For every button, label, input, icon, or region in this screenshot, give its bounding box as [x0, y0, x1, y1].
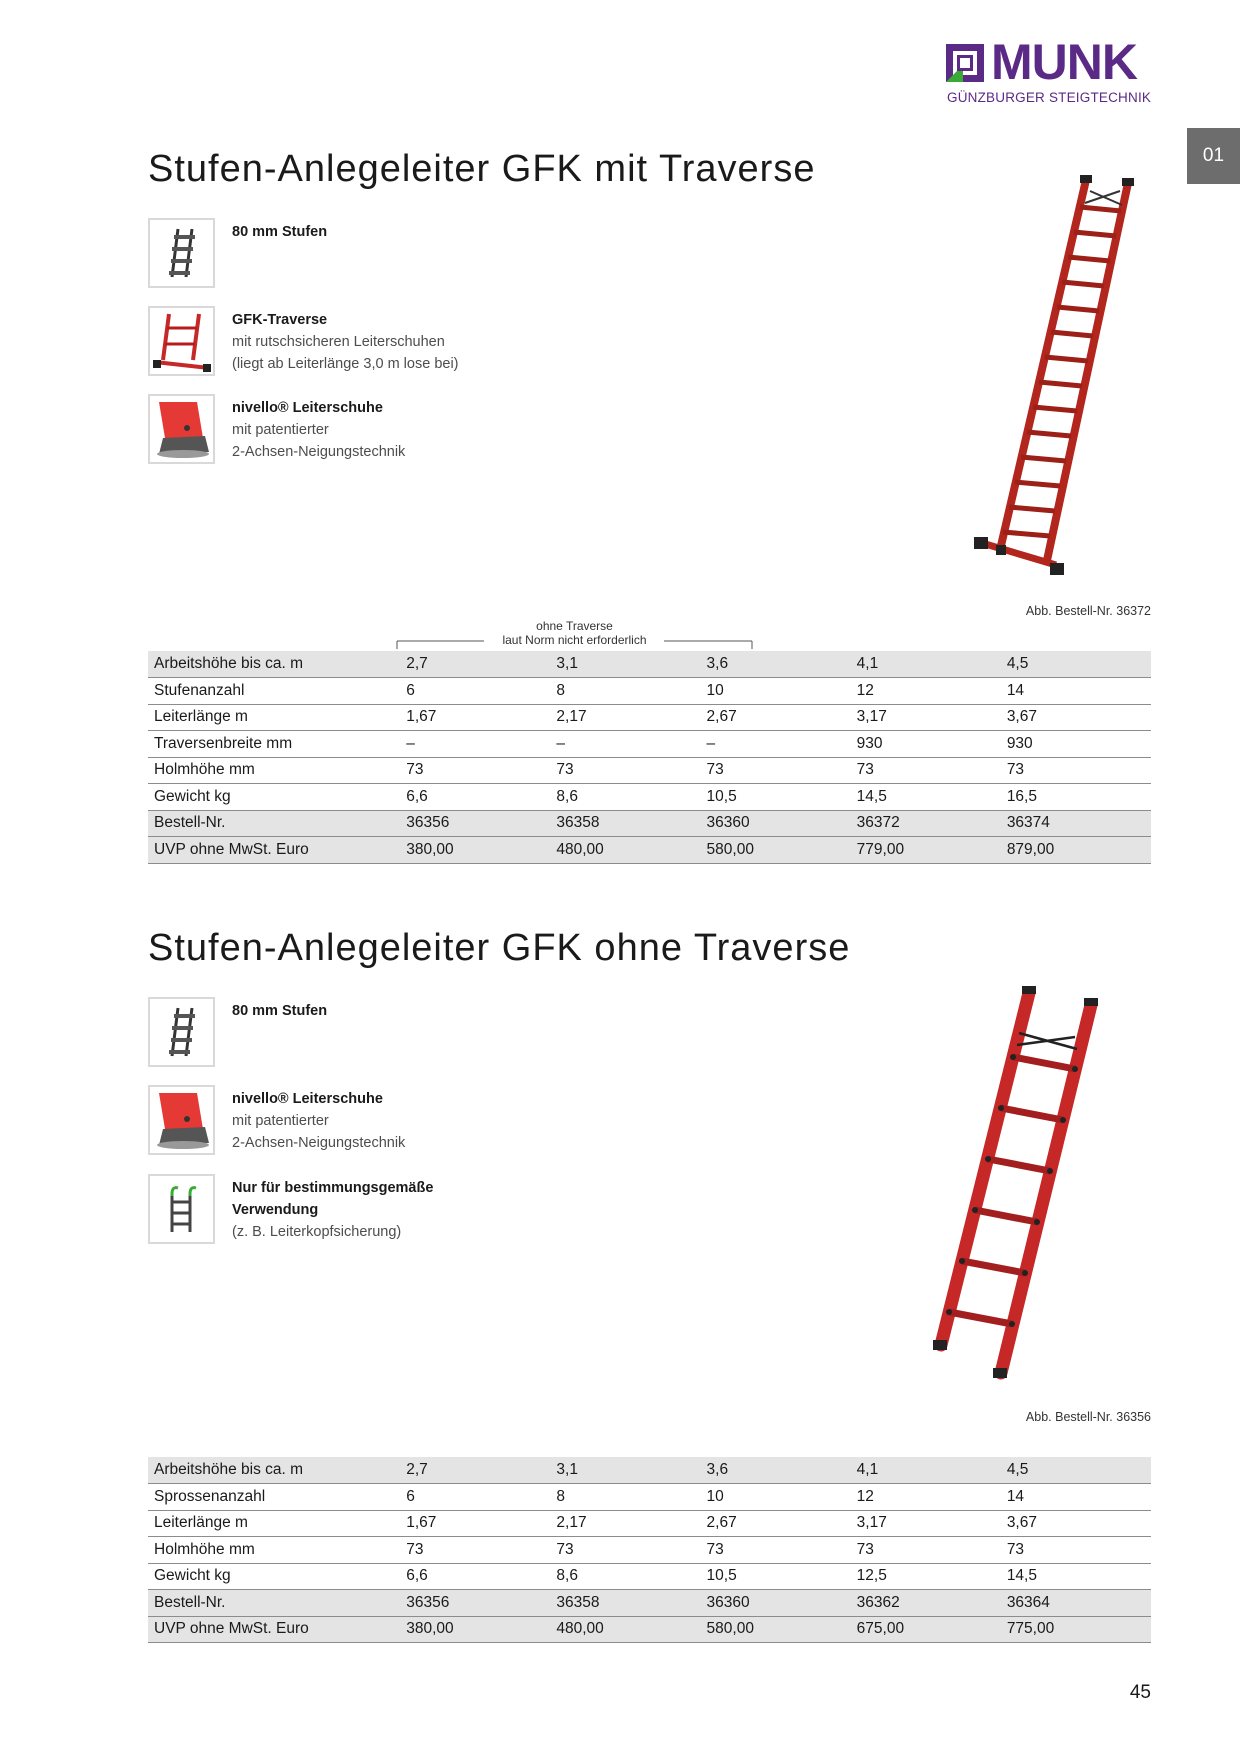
table-cell: 3,67: [1001, 704, 1151, 731]
table-cell: 2,7: [400, 1457, 550, 1484]
norm-note-line1: ohne Traverse: [536, 619, 613, 633]
table-row: [148, 704, 1151, 731]
table-row: [148, 757, 1151, 784]
table-cell: 10,5: [701, 1563, 851, 1590]
table-row: [148, 837, 1151, 864]
table-row-label: Stufenanzahl: [148, 678, 400, 705]
table-cell: 36374: [1001, 810, 1151, 837]
table-cell: 8: [550, 1484, 700, 1511]
feature-title: nivello® Leiterschuhe: [232, 1091, 383, 1107]
table-cell: 73: [550, 1537, 700, 1564]
table-cell: 73: [701, 1537, 851, 1564]
table-row-label: UVP ohne MwSt. Euro: [148, 1616, 400, 1643]
table-cell: 36360: [701, 1590, 851, 1617]
table-cell: 36356: [400, 810, 550, 837]
table-cell: 8,6: [550, 1563, 700, 1590]
brand-tagline: GÜNZBURGER STEIGTECHNIK: [947, 90, 1152, 105]
table-cell: 6: [400, 678, 550, 705]
table-cell: 36372: [851, 810, 1001, 837]
norm-note-line2: laut Norm nicht erforderlich: [502, 633, 647, 647]
table-cell: 14: [1001, 1484, 1151, 1511]
table-cell: 480,00: [550, 1616, 700, 1643]
table-row: [148, 1457, 1151, 1484]
feature-title-line2: Verwendung: [232, 1202, 319, 1218]
table-row-label: Leiterlänge m: [148, 1510, 400, 1537]
table-cell: 10: [701, 678, 851, 705]
table-cell: 1,67: [400, 1510, 550, 1537]
feature-title: Nur für bestimmungsgemäße: [232, 1180, 434, 1196]
table-row-label: Gewicht kg: [148, 784, 400, 811]
table-cell: 4,1: [851, 651, 1001, 678]
table-cell: 36358: [550, 810, 700, 837]
feature-line: 2-Achsen-Neigungstechnik: [232, 1135, 406, 1151]
table-cell: 2,7: [400, 651, 550, 678]
table-cell: 8: [550, 678, 700, 705]
table-row-label: Sprossenanzahl: [148, 1484, 400, 1511]
feature-bestimmungsgemaesse-verwendung: [148, 1174, 708, 1244]
table-cell: –: [550, 731, 700, 758]
table-cell: 580,00: [701, 837, 851, 864]
feature-gfk-traverse: [148, 306, 708, 376]
table-cell: 3,6: [701, 1457, 851, 1484]
feature-80mm-stufen: [148, 997, 708, 1067]
feature-nivello-leiterschuhe: [148, 394, 708, 464]
table-cell: 10,5: [701, 784, 851, 811]
chapter-tab[interactable]: 01: [1187, 128, 1240, 184]
traverse-icon: [148, 306, 215, 376]
table-cell: 12: [851, 1484, 1001, 1511]
table-row: [148, 1537, 1151, 1564]
table-cell: 36356: [400, 1590, 550, 1617]
table-row-label: Holmhöhe mm: [148, 1537, 400, 1564]
table-row-label: Bestell-Nr.: [148, 810, 400, 837]
feature-title: 80 mm Stufen: [232, 224, 328, 240]
feature-line: (liegt ab Leiterlänge 3,0 m lose bei): [232, 356, 459, 372]
table-cell: 73: [550, 757, 700, 784]
feature-line: mit patentierter: [232, 1113, 329, 1129]
norm-note: [396, 619, 753, 649]
ladder-with-traverse-image: [970, 175, 1140, 585]
table-cell: 73: [400, 757, 550, 784]
table-cell: 36362: [851, 1590, 1001, 1617]
brand-name: MUNK: [991, 34, 1137, 90]
table-cell: 675,00: [851, 1616, 1001, 1643]
table-cell: 580,00: [701, 1616, 851, 1643]
table-cell: 3,6: [701, 651, 851, 678]
table-cell: 3,1: [550, 1457, 700, 1484]
feature-80mm-stufen: [148, 218, 708, 288]
table-cell: 73: [851, 1537, 1001, 1564]
feature-nivello-leiterschuhe: [148, 1085, 708, 1155]
table-row: [148, 1590, 1151, 1617]
table-row-label: UVP ohne MwSt. Euro: [148, 837, 400, 864]
table-row: [148, 1484, 1151, 1511]
table-cell: 6,6: [400, 784, 550, 811]
table-cell: 380,00: [400, 1616, 550, 1643]
table-row: [148, 1616, 1151, 1643]
table-cell: 10: [701, 1484, 851, 1511]
ladder-hook-icon: [148, 1174, 215, 1244]
table-row: [148, 784, 1151, 811]
brand-logo: [946, 34, 1154, 108]
table-cell: 36358: [550, 1590, 700, 1617]
feature-line: 2-Achsen-Neigungstechnik: [232, 444, 406, 460]
table-cell: 73: [1001, 757, 1151, 784]
image-caption: Abb. Bestell-Nr. 36356: [1025, 1410, 1151, 1424]
table-cell: 2,67: [701, 1510, 851, 1537]
table-cell: 14,5: [851, 784, 1001, 811]
image-caption: Abb. Bestell-Nr. 36372: [1025, 604, 1151, 618]
feature-line: mit rutschsicheren Leiterschuhen: [232, 334, 445, 350]
table-row: [148, 1510, 1151, 1537]
table-cell: 4,5: [1001, 651, 1151, 678]
page-number: 45: [1129, 1682, 1151, 1703]
spec-table-ohne-traverse: [148, 1457, 1151, 1643]
table-cell: 73: [400, 1537, 550, 1564]
spec-table-mit-traverse: [148, 651, 1151, 864]
ladder-without-traverse-image: [925, 985, 1105, 1380]
table-cell: 36360: [701, 810, 851, 837]
table-cell: 16,5: [1001, 784, 1151, 811]
table-cell: 36364: [1001, 1590, 1151, 1617]
table-cell: 480,00: [550, 837, 700, 864]
table-row: [148, 651, 1151, 678]
table-cell: 879,00: [1001, 837, 1151, 864]
feature-title: GFK-Traverse: [232, 312, 328, 328]
step-ladder-icon: [148, 218, 215, 288]
table-cell: 1,67: [400, 704, 550, 731]
feature-line: mit patentierter: [232, 422, 329, 438]
table-cell: 2,17: [550, 704, 700, 731]
table-row-label: Gewicht kg: [148, 1563, 400, 1590]
table-cell: 380,00: [400, 837, 550, 864]
table-cell: 775,00: [1001, 1616, 1151, 1643]
ladder-shoe-icon: [148, 394, 215, 464]
table-row: [148, 1563, 1151, 1590]
table-cell: 8,6: [550, 784, 700, 811]
table-row: [148, 810, 1151, 837]
feature-title: 80 mm Stufen: [232, 1003, 328, 1019]
table-cell: 73: [1001, 1537, 1151, 1564]
table-cell: 3,17: [851, 1510, 1001, 1537]
table-cell: 3,1: [550, 651, 700, 678]
table-row-label: Arbeitshöhe bis ca. m: [148, 651, 400, 678]
table-row: [148, 731, 1151, 758]
table-cell: 12: [851, 678, 1001, 705]
ladder-shoe-icon: [148, 1085, 215, 1155]
section-title-mit-traverse: Stufen-Anlegeleiter GFK mit Traverse: [148, 148, 816, 190]
table-cell: 3,67: [1001, 1510, 1151, 1537]
table-cell: –: [701, 731, 851, 758]
table-cell: 14: [1001, 678, 1151, 705]
table-cell: 14,5: [1001, 1563, 1151, 1590]
table-cell: 4,1: [851, 1457, 1001, 1484]
table-row: [148, 678, 1151, 705]
table-cell: 930: [1001, 731, 1151, 758]
table-cell: –: [400, 731, 550, 758]
table-cell: 73: [701, 757, 851, 784]
table-cell: 2,67: [701, 704, 851, 731]
section-title-ohne-traverse: Stufen-Anlegeleiter GFK ohne Traverse: [148, 927, 851, 969]
step-ladder-icon: [148, 997, 215, 1067]
table-cell: 12,5: [851, 1563, 1001, 1590]
table-cell: 2,17: [550, 1510, 700, 1537]
feature-title: nivello® Leiterschuhe: [232, 400, 383, 416]
table-cell: 73: [851, 757, 1001, 784]
feature-line: (z. B. Leiterkopfsicherung): [232, 1224, 402, 1240]
table-row-label: Bestell-Nr.: [148, 1590, 400, 1617]
munk-logo-mark-icon: [946, 44, 984, 82]
table-cell: 779,00: [851, 837, 1001, 864]
table-row-label: Leiterlänge m: [148, 704, 400, 731]
table-row-label: Holmhöhe mm: [148, 757, 400, 784]
table-cell: 6,6: [400, 1563, 550, 1590]
table-cell: 4,5: [1001, 1457, 1151, 1484]
table-cell: 3,17: [851, 704, 1001, 731]
table-row-label: Arbeitshöhe bis ca. m: [148, 1457, 400, 1484]
table-cell: 930: [851, 731, 1001, 758]
table-cell: 6: [400, 1484, 550, 1511]
table-row-label: Traversenbreite mm: [148, 731, 400, 758]
